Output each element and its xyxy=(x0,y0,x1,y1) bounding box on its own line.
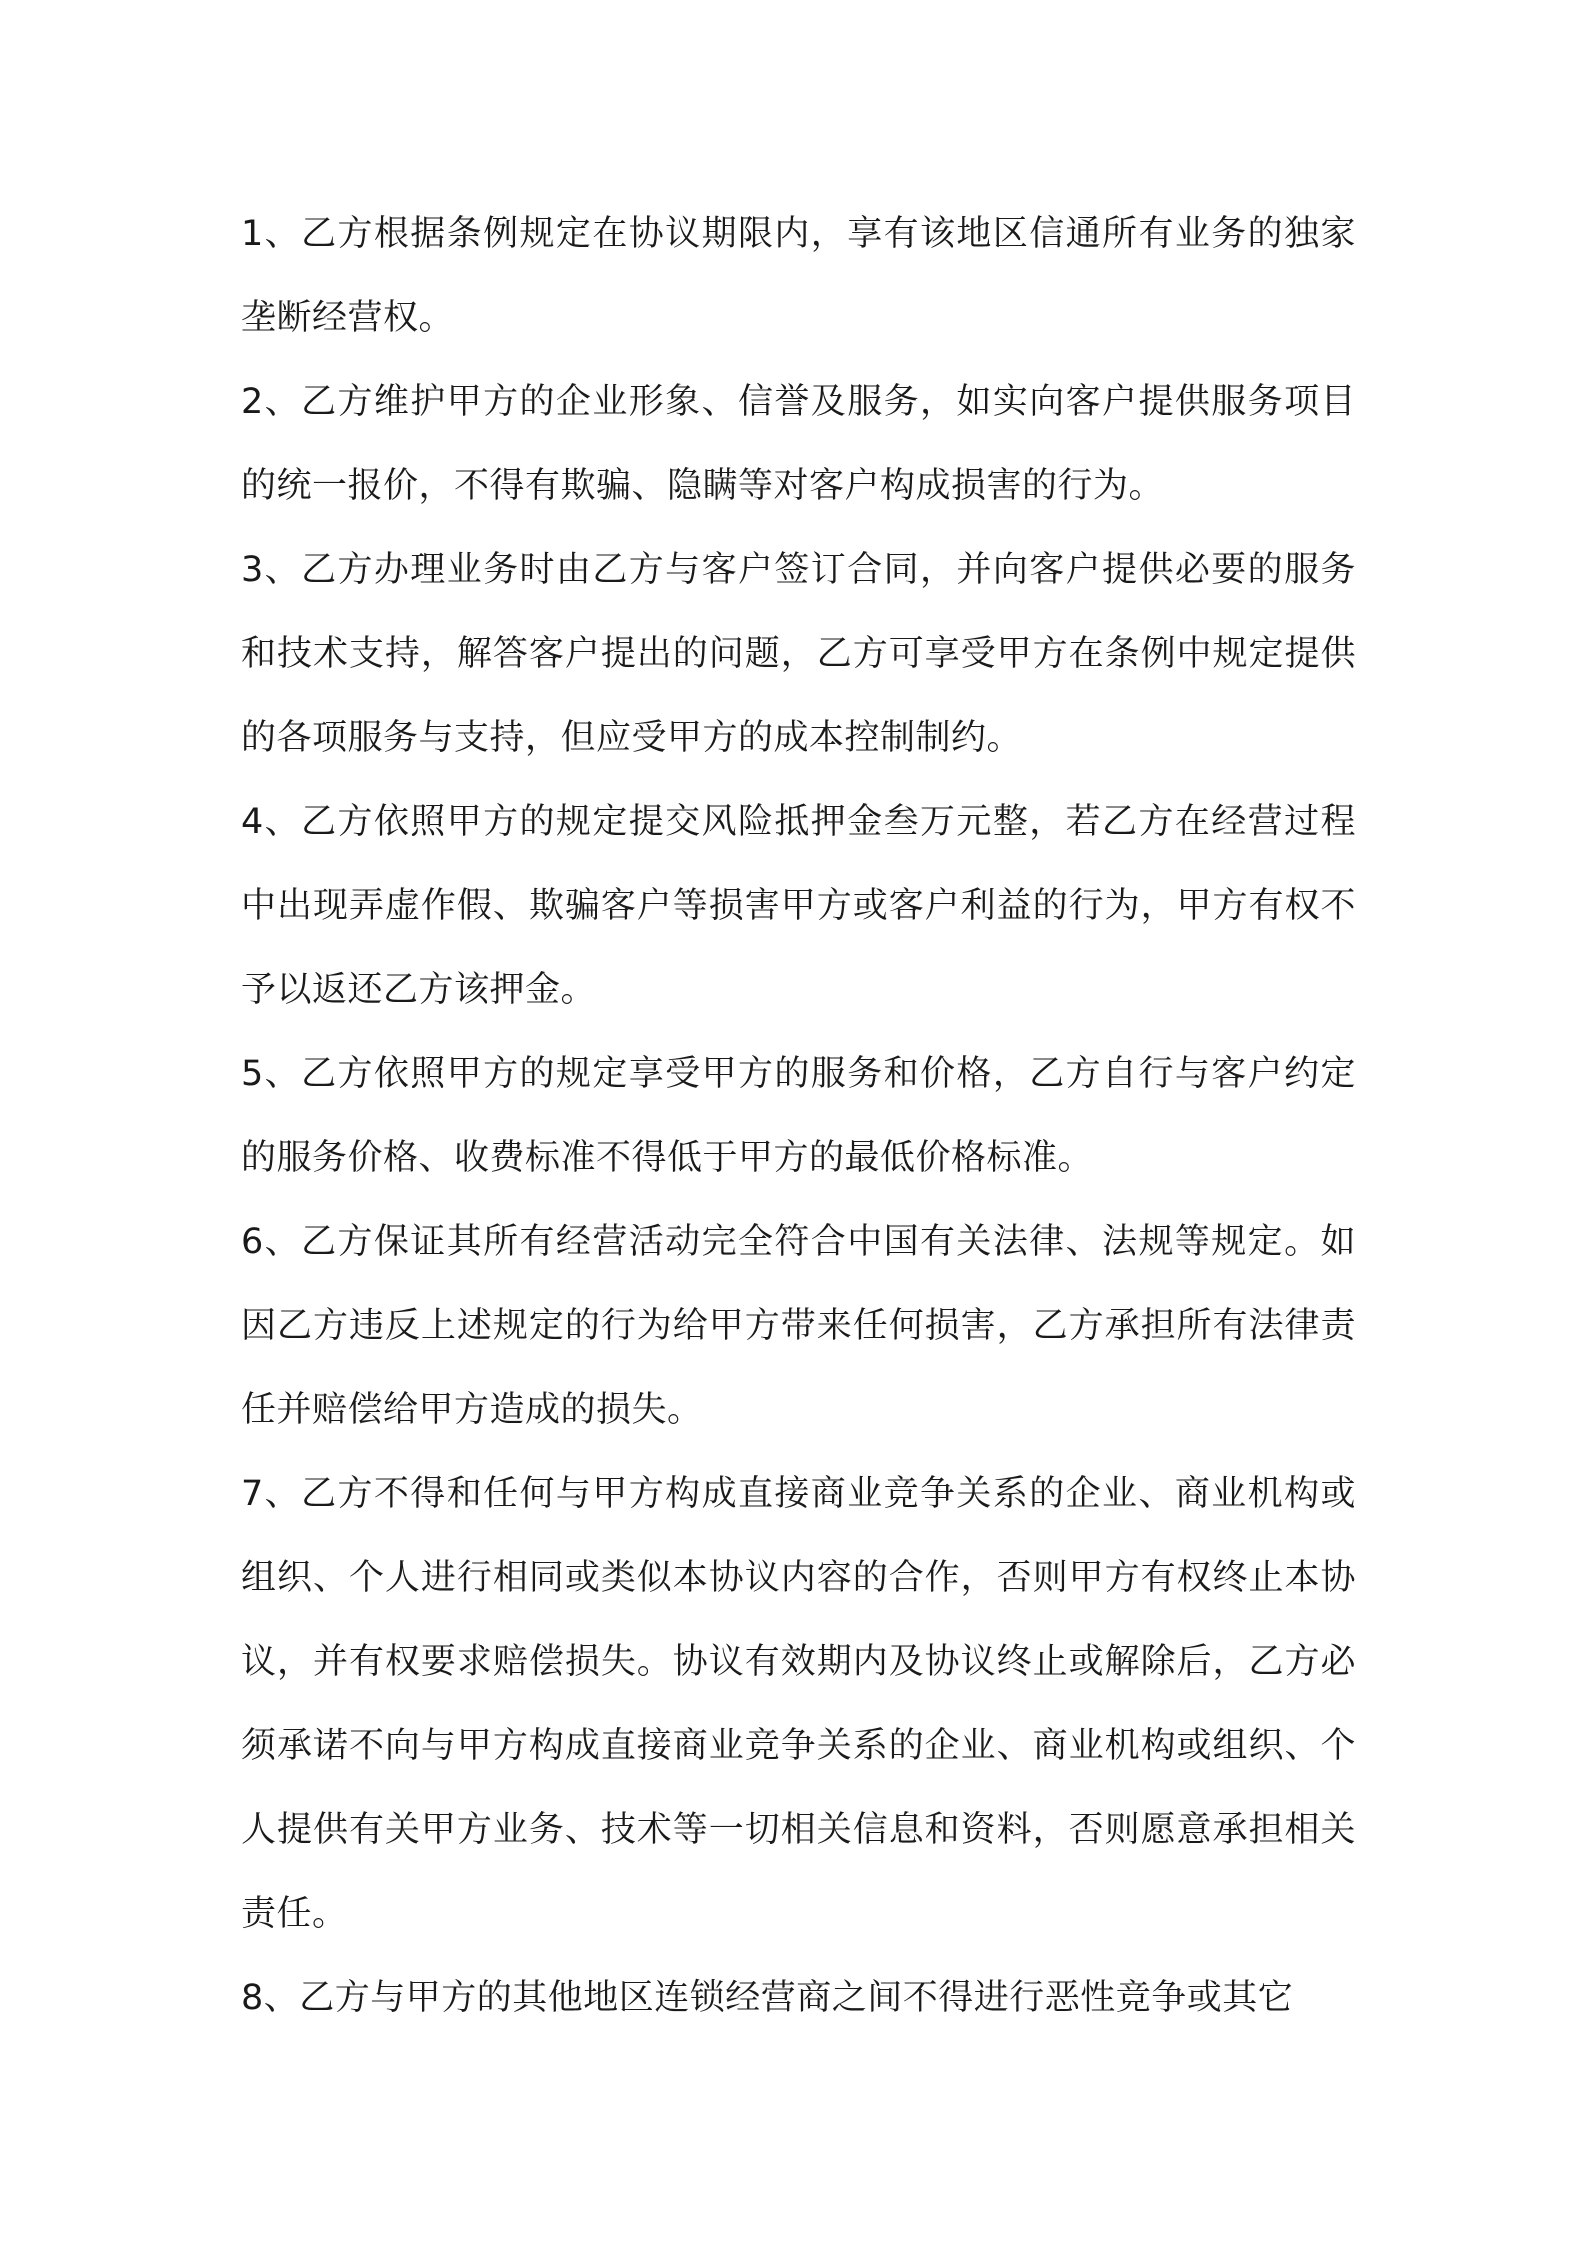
clause-4: 4、乙方依照甲方的规定提交风险抵押金叁万元整，若乙方在经营过程中出现弄虚作假、欺骗客户等损害甲方或客户利益的行为，甲方有权不予以返还乙方该押金。 xyxy=(241,802,1356,1010)
clause-6: 6、乙方保证其所有经营活动完全符合中国有关法律、法规等规定。如因乙方违反上述规定的行为给甲方带来任何损害，乙方承担所有法律责任并赔偿给甲方造成的损失。 xyxy=(241,1222,1356,1430)
clause-2: 2、乙方维护甲方的企业形象、信誉及服务，如实向客户提供服务项目的统一报价，不得有欺骗、隐瞒等对客户构成损害的行为。 xyxy=(241,382,1356,506)
clause-5: 5、乙方依照甲方的规定享受甲方的服务和价格，乙方自行与客户约定的服务价格、收费标准不得低于甲方的最低价格标准。 xyxy=(241,1054,1356,1178)
clause-1: 1、乙方根据条例规定在协议期限内，享有该地区信通所有业务的独家垄断经营权。 xyxy=(241,214,1356,338)
clause-8: 8、乙方与甲方的其他地区连锁经营商之间不得进行恶性竞争或其它 xyxy=(241,1978,1294,2018)
clause-7: 7、乙方不得和任何与甲方构成直接商业竞争关系的企业、商业机构或组织、个人进行相同或类似本协议内容的合作，否则甲方有权终止本协议，并有权要求赔偿损失。协议有效期内及协议终止或解除后，乙方必须承诺不向与甲方构成直接商业竞争关系的企业、商业机构或组织、个人提供有关甲方业务、技术等一切相关信息和资料，否则愿意承担相关责任。 xyxy=(241,1474,1356,1934)
clause-3: 3、乙方办理业务时由乙方与客户签订合同，并向客户提供必要的服务和技术支持，解答客户提出的问题，乙方可享受甲方在条例中规定提供的各项服务与支持，但应受甲方的成本控制制约。 xyxy=(241,550,1356,758)
agreement-clauses xyxy=(241,192,1356,2040)
